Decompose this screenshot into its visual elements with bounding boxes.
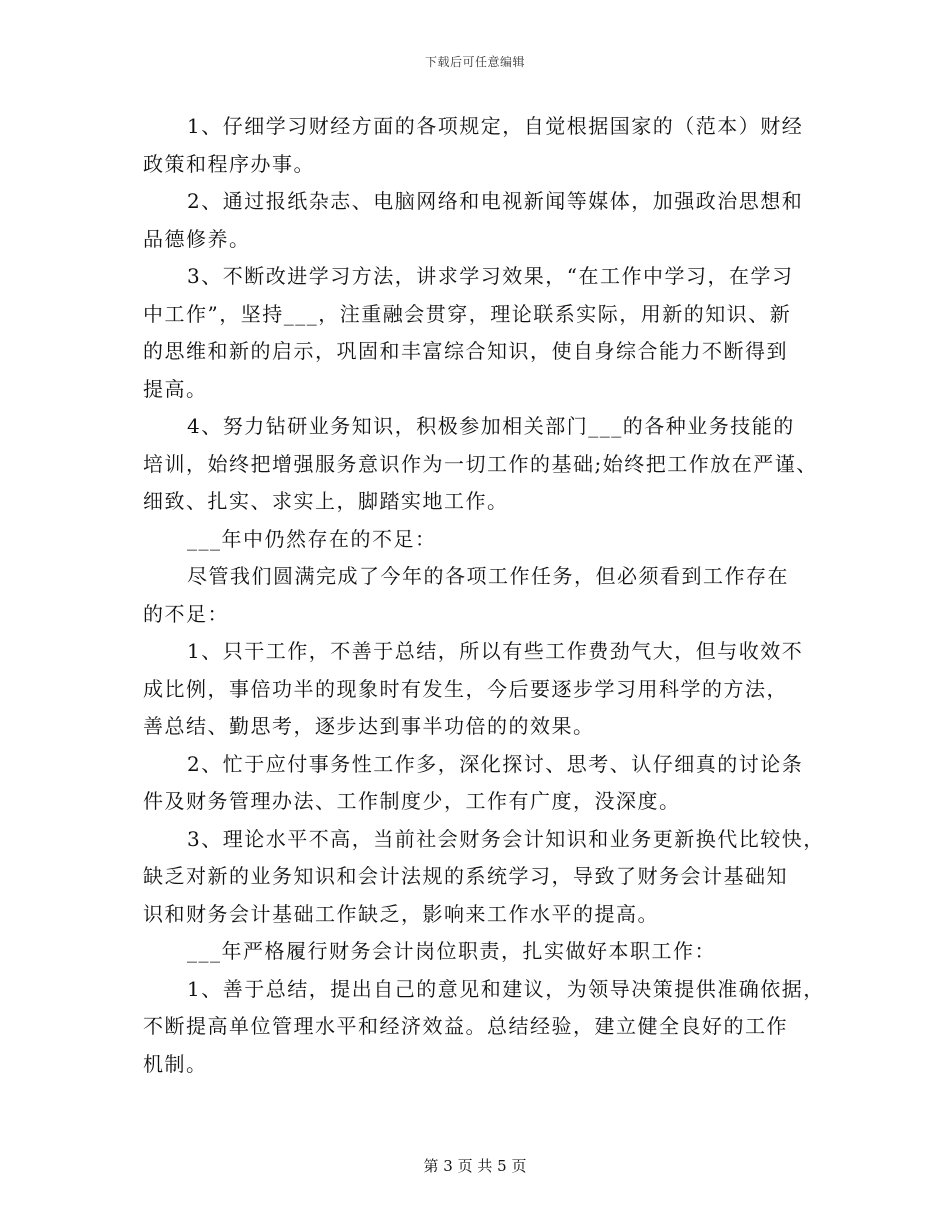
text-line: 提高。 bbox=[143, 376, 208, 401]
text-line: 政策和程序办事。 bbox=[143, 151, 315, 176]
text-line: 成比例，事倍功半的现象时有发生，今后要逐步学习用科学的方法， bbox=[143, 676, 788, 701]
text-line: 尽管我们圆满完成了今年的各项工作任务，但必须看到工作存在 bbox=[187, 564, 789, 588]
text-line: 1、善于总结，提出自己的意见和建议，为领导决策提供准确依据， bbox=[187, 976, 825, 1001]
text-line: 缺乏对新的业务知识和会计法规的系统学习，导致了财务会计基础知 bbox=[143, 864, 788, 888]
text-line: 3、不断改进学习方法，讲求学习效果，“在工作中学习，在学习 bbox=[187, 264, 794, 288]
text-line: 件及财务管理办法、工作制度少，工作有广度，没深度。 bbox=[143, 789, 681, 813]
text-line: 识和财务会计基础工作缺乏，影响来工作水平的提高。 bbox=[143, 901, 659, 926]
text-line: 2、通过报纸杂志、电脑网络和电视新闻等媒体，加强政治思想和 bbox=[187, 189, 804, 213]
page-number: 第 3 页 共 5 页 bbox=[423, 1157, 527, 1175]
text-line: 细致、扎实、求实上，脚踏实地工作。 bbox=[143, 489, 509, 513]
text-line: 善总结、勤思考，逐步达到事半功倍的的效果。 bbox=[143, 714, 595, 738]
text-line: 4、努力钻研业务知识，积极参加相关部门___的各种业务技能的 bbox=[187, 414, 795, 438]
text-line: 1、仔细学习财经方面的各项规定，自觉根据国家的（范本）财经 bbox=[187, 114, 804, 138]
text-line: 2、忙于应付事务性工作多，深化探讨、思考、认仔细真的讨论条 bbox=[187, 751, 804, 776]
text-line: 3、理论水平不高，当前社会财务会计知识和业务更新换代比较快， bbox=[187, 826, 825, 851]
section-heading: ___年中仍然存在的不足： bbox=[187, 526, 437, 551]
text-line: 1、只干工作，不善于总结，所以有些工作费劲气大，但与收效不 bbox=[187, 639, 804, 663]
text-line: 品德修养。 bbox=[143, 226, 251, 251]
text-line: 的不足： bbox=[143, 601, 229, 626]
text-line: 机制。 bbox=[143, 1051, 208, 1076]
header-note: 下载后可任意编辑 bbox=[424, 55, 525, 69]
text-line: 的思维和新的启示，巩固和丰富综合知识，使自身综合能力不断得到 bbox=[143, 339, 788, 363]
text-line: 培训，始终把增强服务意识作为一切工作的基础;始终把工作放在严谨、 bbox=[143, 451, 818, 476]
section-heading: ___年严格履行财务会计岗位职责，扎实做好本职工作： bbox=[187, 939, 716, 963]
text-line: 中工作”，坚持___，注重融会贯穿，理论联系实际，用新的知识、新 bbox=[143, 301, 792, 326]
text-line: 不断提高单位管理水平和经济效益。总结经验，建立健全良好的工作 bbox=[143, 1014, 788, 1038]
document-body bbox=[143, 108, 825, 1083]
